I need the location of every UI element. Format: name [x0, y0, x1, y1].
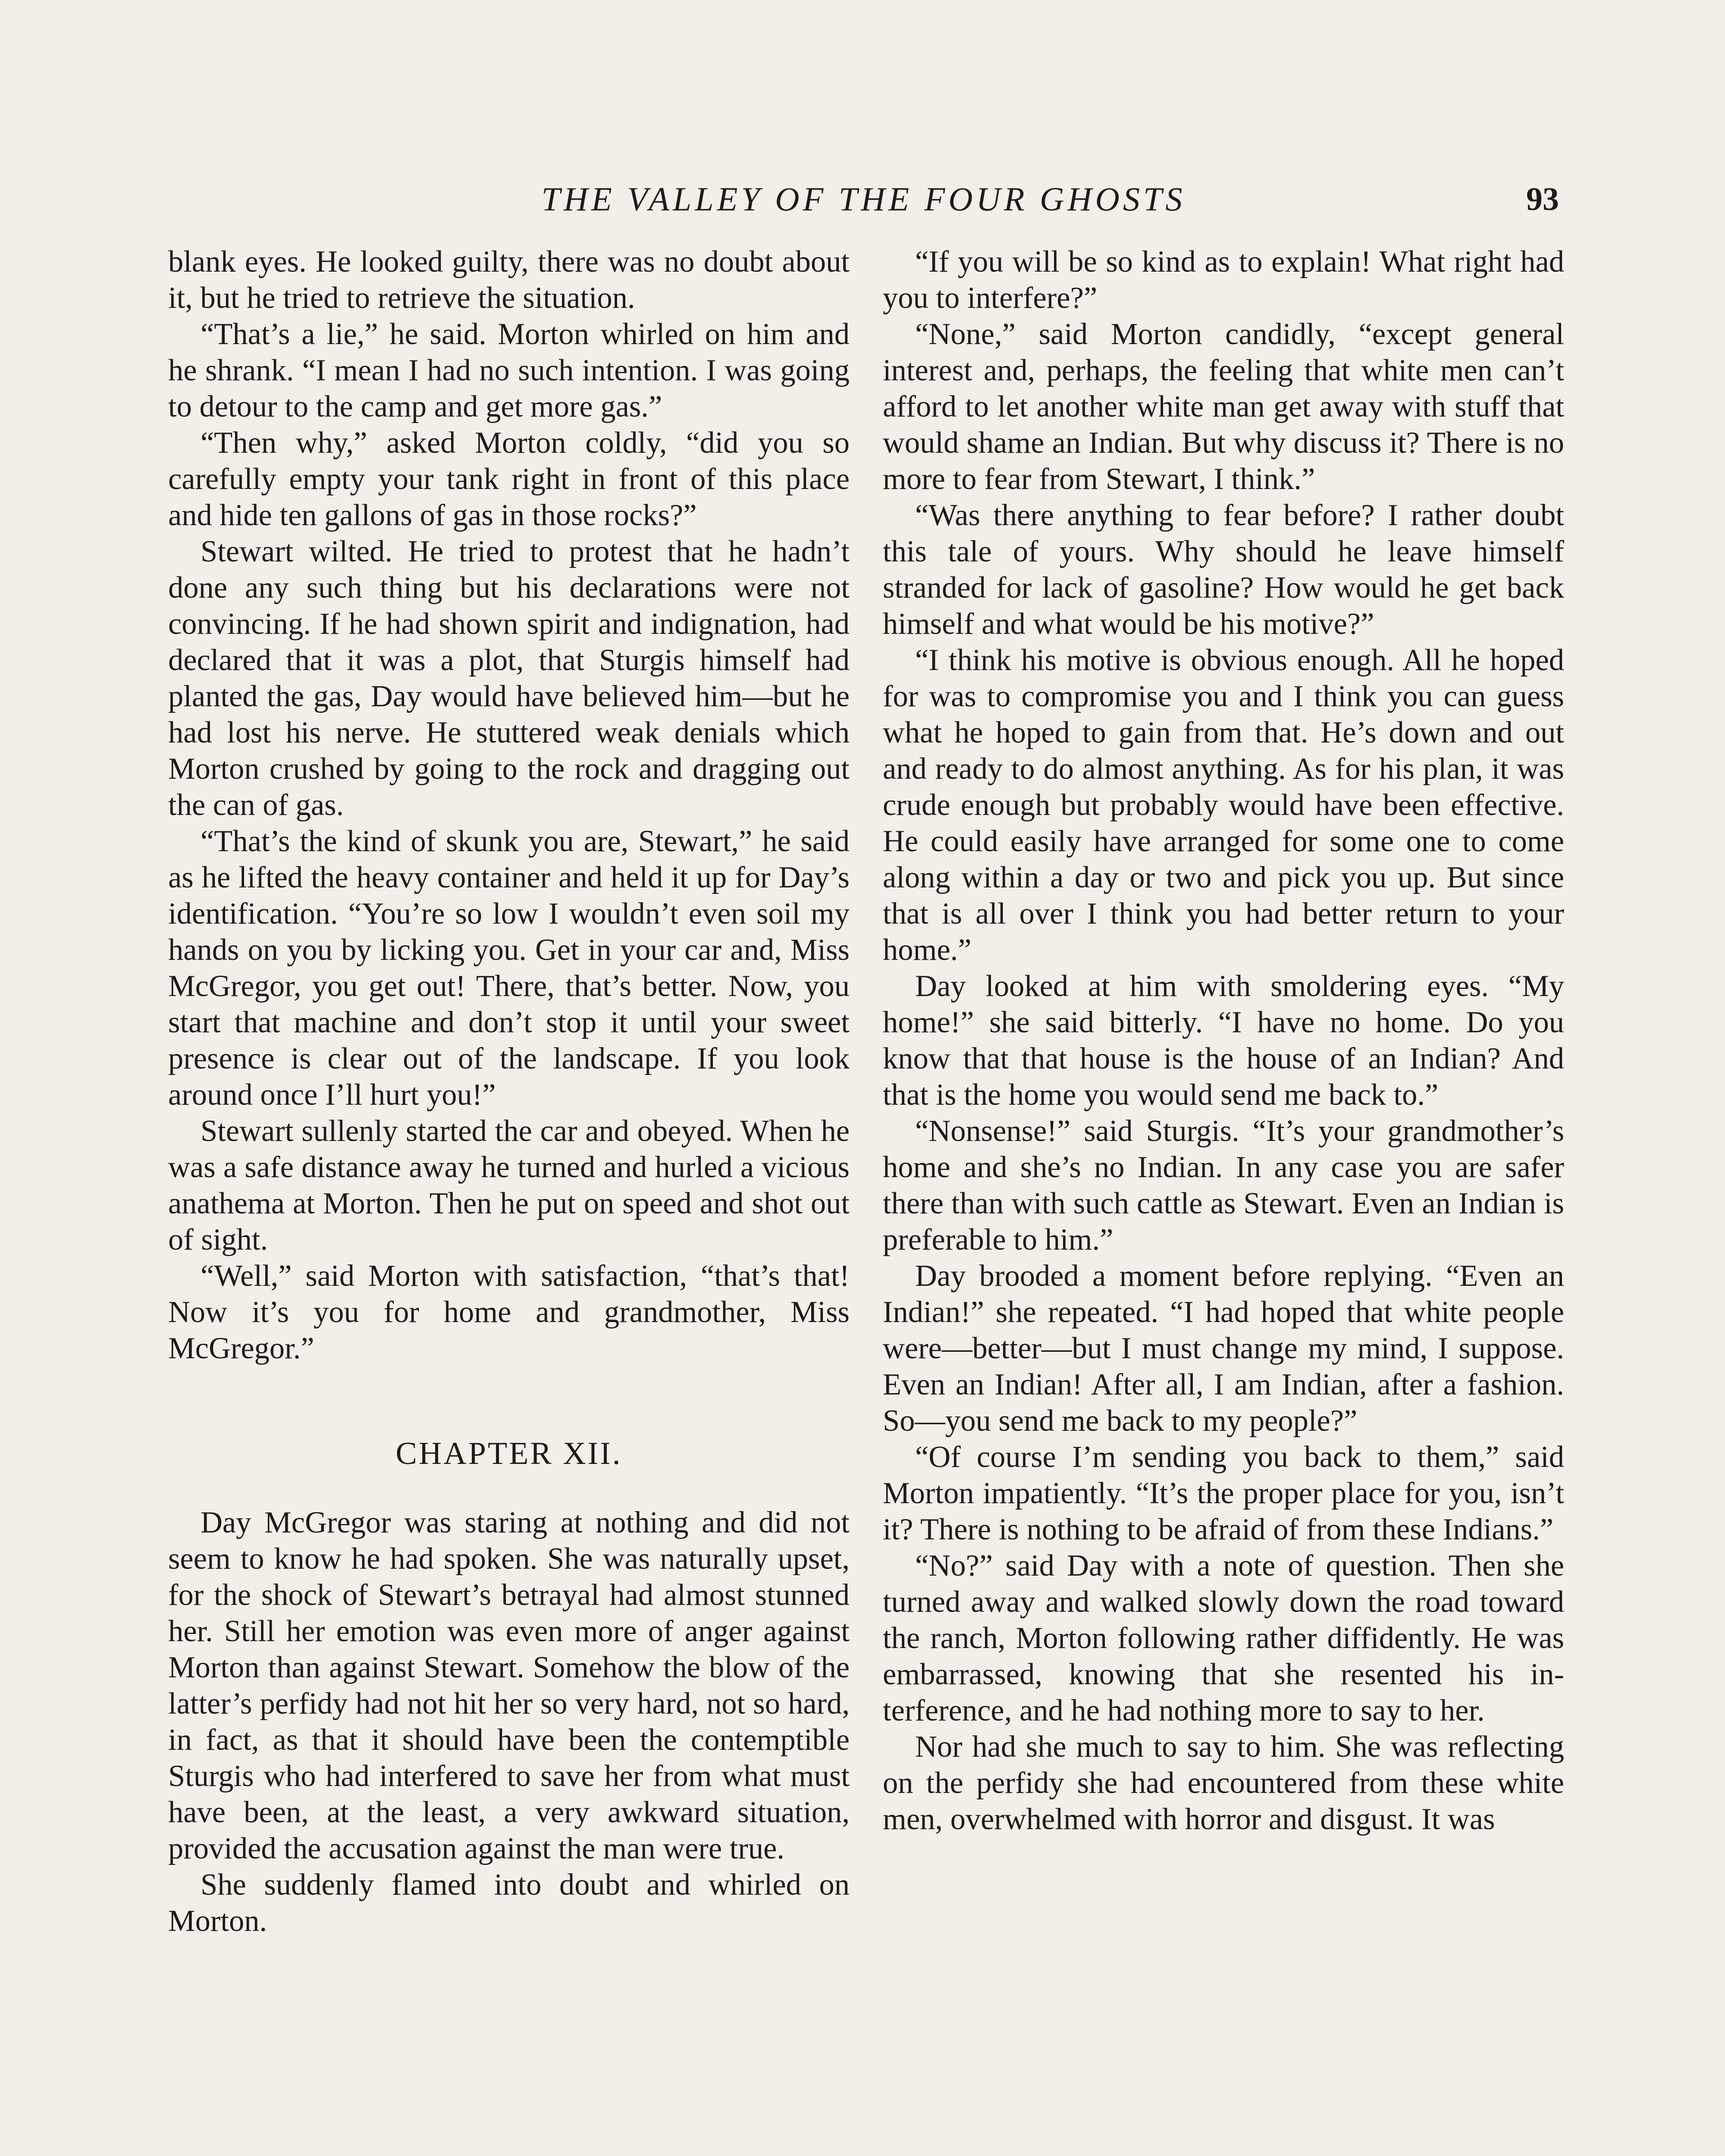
paragraph: Stewart wilted. He tried to protest that he hadn’t done any such thing but his declarations were not convincing. If he had shown spirit and indignation, had declared that it was a plot, that Sturgis himself had planted the gas, Day would have believed him—but he had lost his nerve. He stuttered weak denials which Morton crushed by going to the rock and dragging out the can of gas.: [168, 535, 850, 822]
page-number: 93: [1526, 181, 1559, 217]
paragraph: “None,” said Morton candidly, “except general interest and, perhaps, the feeling that white men can’t afford to let another white man get away with stuff that would shame an Indian. But why discuss it? There is no more to fear from Stewart, I think.”: [883, 317, 1564, 496]
paragraph: “No?” said Day with a note of question. Then she turned away and walked slowly down the road toward the ranch, Morton following rather diffidently. He was embarrassed, knowing that she resented his interference, and he had nothing more to say to her.: [883, 1549, 1564, 1727]
paragraph: Nor had she much to say to him. She was reflecting on the perfidy she had encountered from these white men, overwhelmed with horror and disgust. It was: [883, 1730, 1564, 1836]
paragraph: “If you will be so kind as to explain! What right had you to interfere?”: [883, 245, 1564, 315]
paragraph: blank eyes. He looked guilty, there was no doubt about it, but he tried to retrieve the situation.: [168, 245, 850, 315]
paragraph: “That’s the kind of skunk you are, Stewart,” he said as he lifted the heavy container and held it up for Day’s identification. “You’re so low I wouldn’t even soil my hands on you by licking you. Get in your car and, Miss McGregor, you get out! There, that’s better. Now, you start that machine and don’t stop it until your sweet presence is clear out of the landscape. If you look around once I’ll hurt you!”: [168, 824, 850, 1112]
paragraph: She suddenly flamed into doubt and whirled on Morton.: [168, 1868, 850, 1938]
paragraph: “Was there anything to fear before? I rather doubt this tale of yours. Why should he leave himself stranded for lack of gasoline? How would he get back himself and what would be his motive?”: [883, 498, 1564, 641]
paragraph: “Well,” said Morton with satisfaction, “that’s that! Now it’s you for home and grandmother, Miss McGregor.”: [168, 1259, 850, 1365]
paragraph: “I think his motive is obvious enough. All he hoped for was to compromise you and I think you can guess what he hoped to gain from that. He’s down and out and ready to do almost anything. As for his plan, it was crude enough but probably would have been effective. He could easily have arranged for some one to come along within a day or two and pick you up. But since that is all over I think you had better return to your home.”: [883, 643, 1564, 967]
paragraph: Day looked at him with smoldering eyes. “My home!” she said bitterly. “I have no home. Do you know that that house is the house of an Indian? And that is the home you would send me back to.”: [883, 969, 1564, 1112]
right-column: [883, 244, 1564, 1837]
left-column: [168, 244, 850, 1939]
paragraph: “Then why,” asked Morton coldly, “did you so carefully empty your tank right in front of this place and hide ten gallons of gas in those rocks?”: [168, 426, 850, 532]
paragraph: “That’s a lie,” he said. Morton whirled on him and he shrank. “I mean I had no such intention. I was going to detour to the camp and get more gas.”: [168, 317, 850, 423]
paragraph: Day brooded a moment before replying. “Even an Indian!” she repeated. “I had hoped that white people were—better—but I must change my mind, I suppose. Even an Indian! After all, I am Indian, after a fashion. So—you send me back to my people?”: [883, 1259, 1564, 1438]
chapter-heading: CHAPTER XII.: [395, 1436, 622, 1471]
paragraph: “Of course I’m sending you back to them,” said Morton impatiently. “It’s the proper place for you, isn’t it? There is nothing to be afraid of from these Indians.”: [883, 1440, 1564, 1546]
running-title: THE VALLEY OF THE FOUR GHOSTS: [541, 180, 1186, 218]
paragraph: Day McGregor was staring at nothing and did not seem to know he had spoken. She was naturally upset, for the shock of Stewart’s betrayal had almost stunned her. Still her emotion was even more of anger against Morton than against Stewart. Somehow the blow of the latter’s perfidy had not hit her so very hard, not so hard, in fact, as that it should have been the contemptible Sturgis who had interfered to save her from what must have been, at the least, a very awkward situation, provided the accusation against the man were true.: [168, 1506, 850, 1865]
paragraph: Stewart sullenly started the car and obeyed. When he was a safe distance away he turned and hurled a vicious anathema at Morton. Then he put on speed and shot out of sight.: [168, 1114, 850, 1257]
page-header: [168, 178, 1559, 221]
paragraph: “Nonsense!” said Sturgis. “It’s your grandmother’s home and she’s no Indian. In any case you are safer there than with such cattle as Stewart. Even an Indian is preferable to him.”: [883, 1114, 1564, 1257]
